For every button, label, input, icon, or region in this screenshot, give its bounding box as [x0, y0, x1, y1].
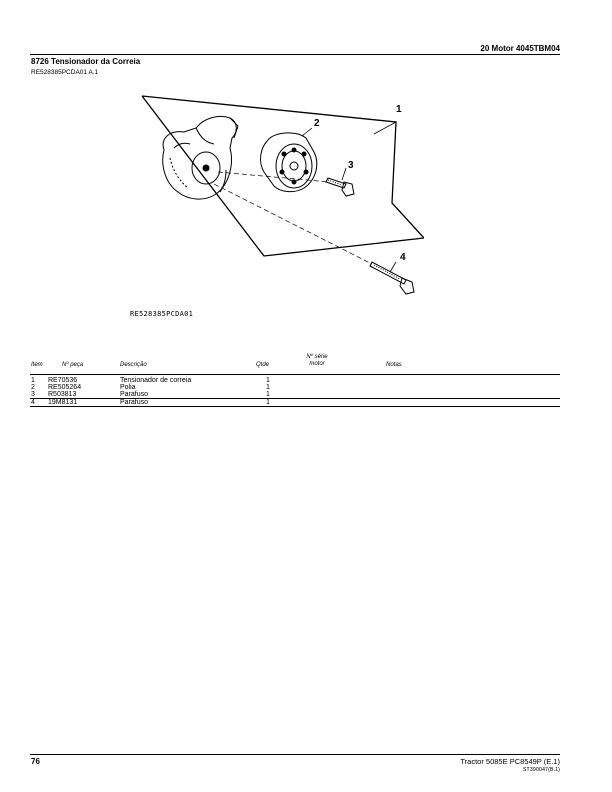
- document-reference: Tractor 5085E PC8549P (E.1): [460, 757, 560, 766]
- header-section-ref: 20 Motor 4045TBM04: [480, 44, 560, 53]
- row-part-number: 19M8131: [48, 399, 78, 406]
- callout-4-label: 4: [400, 252, 406, 263]
- row-quantity: 1: [266, 384, 270, 391]
- page-number: 76: [31, 757, 40, 766]
- bolt-long: [370, 262, 414, 294]
- table-row: [30, 399, 560, 406]
- section-title: 8726 Tensionador da Correia: [31, 57, 141, 66]
- row-quantity: 1: [266, 399, 270, 406]
- figure-caption: RE528385PCDA01: [130, 310, 194, 318]
- tensioner-body: [163, 116, 238, 199]
- callout-3-leader: [342, 168, 346, 180]
- table-row: [30, 391, 560, 398]
- callout-1-leader: [374, 122, 396, 134]
- row-item: 2: [31, 384, 35, 391]
- header-divider: [30, 54, 560, 55]
- row-part-number: RE505264: [48, 384, 82, 391]
- table-bottom-rule: [30, 406, 560, 407]
- col-header-notes: Notas: [386, 362, 402, 368]
- footer-divider: [30, 754, 560, 755]
- row-quantity: 1: [266, 391, 270, 398]
- table-top-rule: [30, 374, 560, 375]
- pulley: [261, 133, 317, 192]
- figure-reference: RE528385PCDA01 A.1: [31, 69, 99, 76]
- col-header-description: Descrição: [120, 362, 147, 368]
- row-item: 1: [31, 377, 35, 384]
- assembly-axis-lower: [214, 184, 372, 264]
- col-header-quantity: Qtde: [256, 362, 270, 368]
- callout-2-leader: [302, 128, 312, 136]
- table-row: [30, 377, 560, 384]
- bolt-short: [326, 178, 354, 196]
- col-header-serial: Nº série motor: [306, 354, 328, 367]
- row-part-number: R503813: [48, 391, 77, 398]
- callout-2-label: 2: [314, 118, 320, 129]
- col-header-part: Nº peça: [62, 362, 84, 368]
- row-description: Tensionador de correia: [120, 377, 192, 384]
- row-description: Parafuso: [120, 399, 149, 406]
- callout-1-label: 1: [396, 104, 402, 115]
- table-row: [30, 384, 560, 391]
- col-header-item: Item: [31, 362, 43, 368]
- row-item: 4: [31, 399, 35, 406]
- row-quantity: 1: [266, 377, 270, 384]
- row-part-number: RE70536: [48, 377, 78, 384]
- callout-3-label: 3: [348, 160, 354, 171]
- document-code: ST390047(B.1): [522, 767, 560, 773]
- row-description: Polia: [120, 384, 136, 391]
- row-description: Parafuso: [120, 391, 149, 398]
- exploded-view-illustration: [134, 88, 424, 298]
- assembly-panel-outline: [142, 96, 424, 256]
- callout-4-leader: [390, 262, 396, 272]
- row-item: 3: [31, 391, 35, 398]
